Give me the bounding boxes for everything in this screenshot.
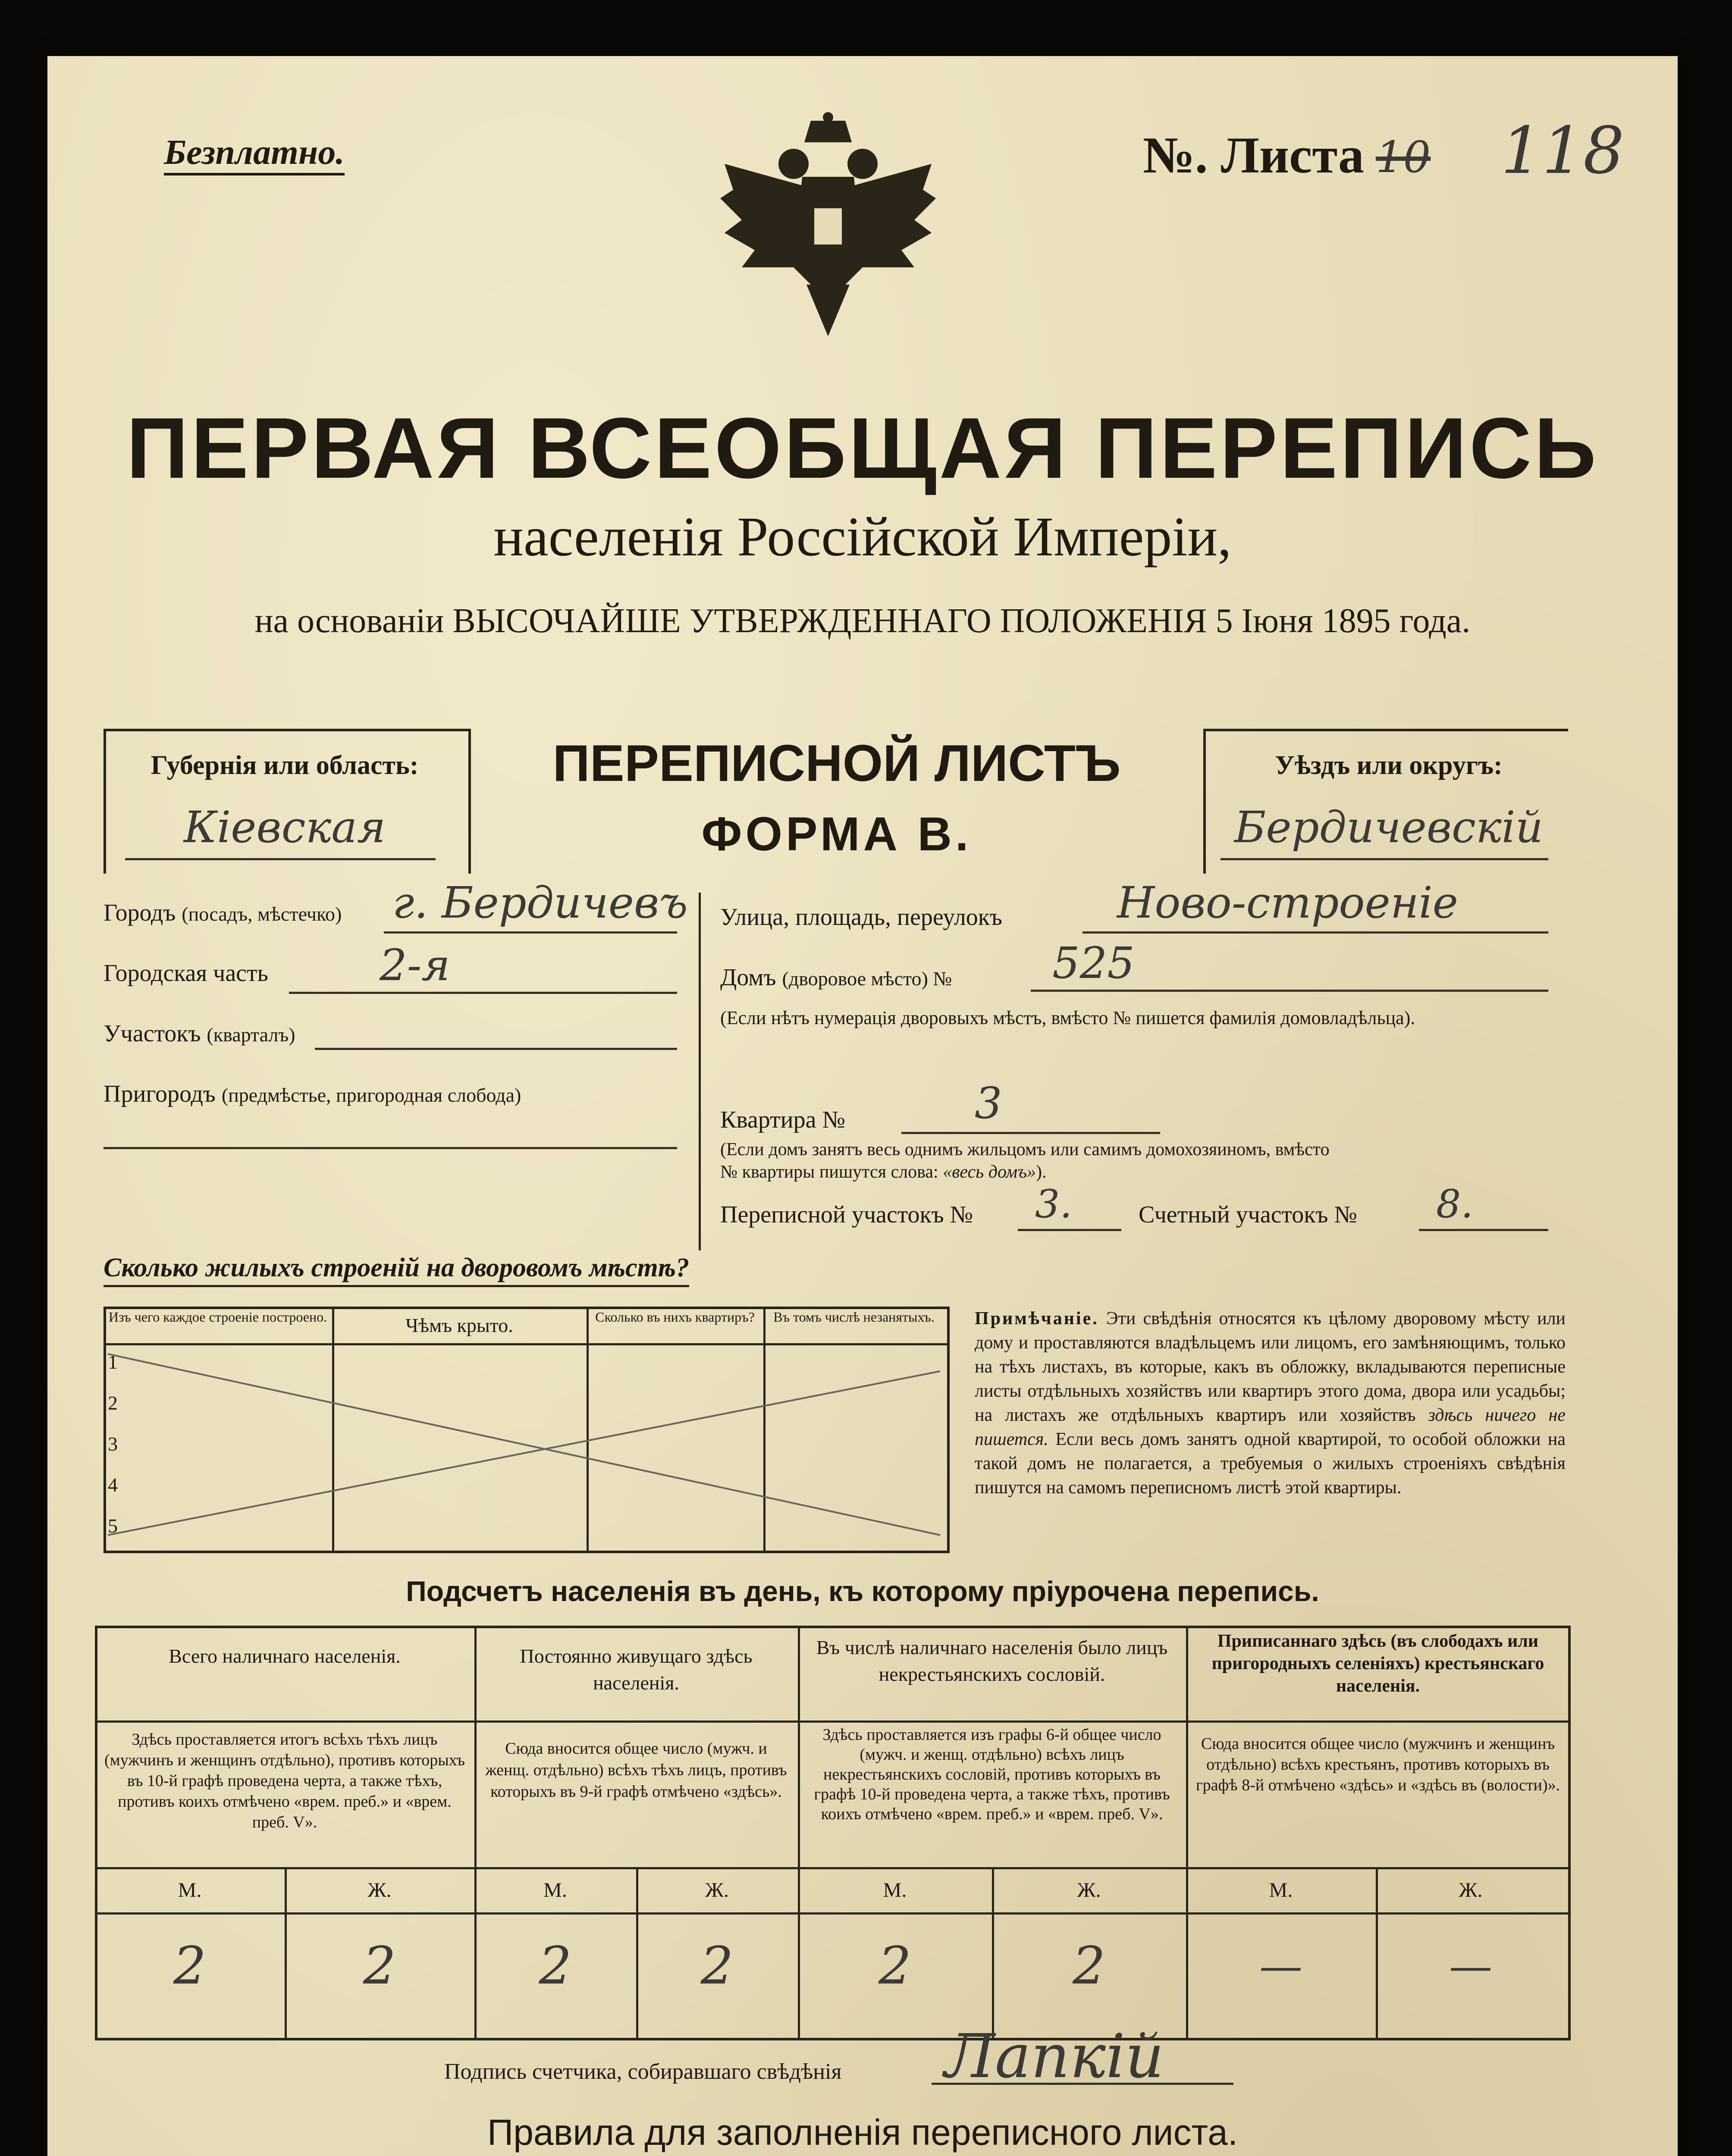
- note-title: Примѣчаніе.: [975, 1309, 1099, 1329]
- form-name: ФОРМА В.: [701, 808, 972, 861]
- buildings-row-number: 2: [108, 1392, 118, 1414]
- buildings-header-flats: Сколько въ нихъ квартиръ?: [595, 1309, 755, 1325]
- dom-label-text: Домъ: [720, 964, 776, 991]
- gorod-value: г. Бердичевъ: [392, 877, 688, 928]
- dom-hint: (Если нѣтъ нумерація дворовыхъ мѣстъ, вмѣсто № пишется фамилія домовладѣльца).: [720, 1007, 1415, 1028]
- gorod-label-text: Городъ: [104, 899, 176, 926]
- note-italic: здѣсь ничего не пишется.: [975, 1405, 1566, 1449]
- buildings-header-roof: Чѣмъ крыто.: [405, 1314, 513, 1336]
- subtitle: населенія Россійской Имперіи,: [493, 506, 1232, 568]
- population-head-total: Всего наличнаго населенія.: [169, 1645, 401, 1667]
- dom-note: (дворовое мѣсто) №: [782, 968, 952, 990]
- buildings-row-number: 4: [108, 1474, 118, 1496]
- prigorod-label: [104, 1080, 521, 1108]
- free-label: Безплатно.: [164, 132, 345, 175]
- note-end: Если весь домъ занятъ одной квартирой, то особой обложки на такой домъ не полагается, а требуемыя о жилыхъ строеніяхъ свѣдѣнія пишутся на самомъ переписномъ листѣ этой квартиры.: [975, 1429, 1566, 1498]
- female-label: Ж.: [1459, 1879, 1483, 1902]
- dom-label: [720, 964, 952, 991]
- male-label: М.: [543, 1879, 567, 1902]
- census-district-label: Переписной участокъ №: [720, 1201, 973, 1228]
- count-district-label: Счетный участокъ №: [1139, 1201, 1357, 1228]
- kvartira-hint-italic: «весь домъ»: [943, 1162, 1036, 1182]
- population-head-non-peasant: Въ числѣ наличнаго населенія было лицъ некрестьянскихъ сословій.: [816, 1636, 1168, 1685]
- value-peasant-male: —: [1259, 1941, 1302, 1991]
- sheet-number-handwritten: 118: [1501, 113, 1625, 188]
- part-value: 2-я: [380, 940, 450, 990]
- signature-value: Лапкій: [944, 2021, 1164, 2092]
- kvartira-hint-1: (Если домъ занятъ весь однимъ жильцомъ или самимъ домохозяиномъ, вмѣсто: [720, 1140, 1330, 1159]
- prigorod-note: (предмѣстье, пригородная слобода): [221, 1084, 521, 1106]
- population-head-permanent: Постоянно живущаго здѣсь населенія.: [520, 1645, 753, 1694]
- note-body: Эти свѣдѣнія относятся къ цѣлому дворовому мѣсту или дому и проставляются владѣльцемъ или лицомъ, его замѣняющимъ, только на тѣхъ листахъ, въ которые, какъ въ обложку, вкладываются переписные листы отдѣльныхъ хозяйствъ или квартиръ этого дома, двора или усадьбы; на листахъ же отдѣльныхъ квартиръ или хозяйствъ: [975, 1309, 1566, 1425]
- census-sheet: [47, 56, 1678, 2156]
- kvartira-hint-2: № квартиры пишутся слова:: [720, 1162, 938, 1182]
- value-non-peasant-female: 2: [1072, 1936, 1106, 1996]
- buildings-header-vacant: Въ томъ числѣ незанятыхъ.: [773, 1309, 935, 1325]
- guberniya-label: Губернія или область:: [151, 751, 419, 780]
- buildings-row-number: 3: [108, 1433, 118, 1455]
- population-desc-permanent: Сюда вносится общее число (мужч. и женщ. отдѣльно) всѣхъ тѣхъ лицъ, противъ которыхъ въ 9-й графѣ отмѣчено «здѣсь».: [485, 1739, 787, 1801]
- female-label: Ж.: [367, 1879, 392, 1902]
- buildings-cross-out: [104, 1345, 949, 1548]
- uchastok-note: (кварталъ): [207, 1024, 295, 1046]
- population-desc-peasant: Сюда вносится общее число (мужчинъ и женщинъ отдѣльно) всѣхъ крестьянъ, противъ которыхъ въ графѣ 8-й отмѣчено «здѣсь» и «здѣсь въ (волости)».: [1196, 1735, 1560, 1794]
- male-label: М.: [883, 1879, 907, 1902]
- value-total-male: 2: [173, 1936, 207, 1996]
- value-peasant-female: —: [1449, 1941, 1492, 1991]
- double-headed-eagle-emblem: [707, 112, 949, 354]
- street-label: Улица, площадь, переулокъ: [720, 904, 1002, 931]
- female-label: Ж.: [1077, 1879, 1101, 1902]
- population-desc-non-peasant: Здѣсь проставляется изъ графы 6-й общее число (мужч. и женщ. отдѣльно) всѣхъ лицъ некрестьянскихъ сословій, противъ которыхъ въ графѣ 10-й проведена черта, а также тѣхъ, противъ коихъ отмѣчено «врем. преб.» и «врем. преб. V».: [814, 1726, 1170, 1823]
- gorod-label: [104, 899, 342, 927]
- prigorod-label-text: Пригородъ: [104, 1081, 216, 1107]
- male-label: М.: [1269, 1879, 1293, 1902]
- sheet-number-struck: 10: [1376, 132, 1431, 182]
- population-desc-total: Здѣсь проставляется итогъ всѣхъ тѣхъ лицъ (мужчинъ и женщинъ отдѣльно), противъ которыхъ въ 10-й графѣ проведена черта, а также тѣхъ, противъ коихъ отмѣчено «врем. преб.» и «врем. преб. V».: [104, 1730, 465, 1831]
- uezd-value: Бердичевскій: [1234, 802, 1544, 852]
- kvartira-hint: [720, 1138, 1566, 1183]
- note-text: [975, 1307, 1566, 1500]
- population-title: Подсчетъ населенія въ день, къ которому пріурочена перепись.: [406, 1575, 1319, 1607]
- uchastok-label-text: Участокъ: [104, 1020, 201, 1047]
- uchastok-label: [104, 1020, 295, 1047]
- buildings-row-number: 5: [108, 1515, 118, 1537]
- signature-label: Подпись счетчика, собиравшаго свѣдѣнія: [444, 2059, 842, 2084]
- main-title: ПЕРВАЯ ВСЕОБЩАЯ ПЕРЕПИСЬ: [126, 400, 1599, 496]
- sheet-title: ПЕРЕПИСНОЙ ЛИСТЪ: [552, 734, 1121, 792]
- value-total-female: 2: [363, 1936, 396, 1996]
- buildings-row-number: 1: [108, 1351, 118, 1373]
- dom-value: 525: [1052, 938, 1135, 988]
- kvartira-hint-end: ).: [1036, 1162, 1047, 1182]
- gorod-note: (посадъ, мѣстечко): [182, 903, 342, 925]
- census-district-value: 3.: [1035, 1181, 1072, 1227]
- value-permanent-male: 2: [539, 1936, 572, 1996]
- uezd-label: Уѣздъ или округъ:: [1275, 751, 1503, 780]
- part-label: Городская часть: [104, 960, 269, 987]
- rules-title: Правила для заполненія переписного листа.: [487, 2112, 1238, 2153]
- population-head-peasant: Приписаннаго здѣсь (въ слободахъ или пригородныхъ селеніяхъ) крестьянскаго населенія.: [1211, 1631, 1544, 1696]
- value-non-peasant-male: 2: [878, 1936, 912, 1996]
- buildings-question: Сколько жилыхъ строеній на дворовомъ мѣстѣ?: [104, 1250, 689, 1287]
- guberniya-value: Кіевская: [183, 802, 386, 852]
- kvartira-label: Квартира №: [720, 1106, 845, 1133]
- basis-line: на основаніи ВЫСОЧАЙШЕ УТВЕРЖДЕННАГО ПОЛОЖЕНІЯ 5 Іюня 1895 года.: [254, 602, 1471, 640]
- street-value: Ново-строеніе: [1117, 877, 1458, 928]
- kvartira-value: 3: [975, 1078, 1002, 1128]
- male-label: М.: [178, 1879, 202, 1902]
- count-district-value: 8.: [1436, 1181, 1473, 1227]
- value-permanent-female: 2: [700, 1936, 734, 1996]
- female-label: Ж.: [705, 1879, 729, 1902]
- buildings-header-material: Изъ чего каждое строеніе построено.: [108, 1309, 327, 1325]
- sheet-number-label: №. Листа: [1143, 126, 1364, 184]
